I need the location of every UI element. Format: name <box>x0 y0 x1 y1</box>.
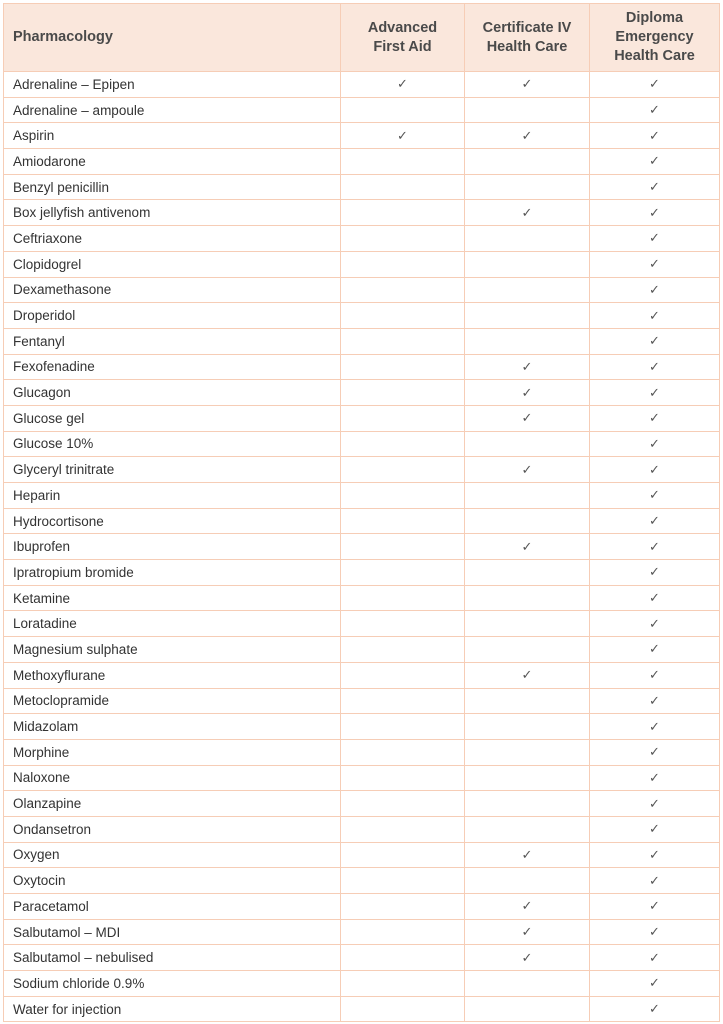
table-row <box>4 431 720 457</box>
table-row <box>4 534 720 560</box>
drug-name-cell: Fentanyl <box>4 328 341 354</box>
check-cell-cert-iv <box>465 226 590 252</box>
check-cell-cert-iv <box>465 714 590 740</box>
check-cell-diploma <box>590 226 720 252</box>
table-row <box>4 277 720 303</box>
check-cell-cert-iv <box>465 328 590 354</box>
check-cell-cert-iv <box>465 72 590 98</box>
drug-name-cell: Adrenaline – Epipen <box>4 72 341 98</box>
check-cell-first-aid <box>341 894 465 920</box>
drug-name-cell: Droperidol <box>4 303 341 329</box>
check-cell-diploma <box>590 919 720 945</box>
check-cell-diploma <box>590 765 720 791</box>
table-row <box>4 791 720 817</box>
table-row <box>4 919 720 945</box>
header-diploma <box>590 4 720 72</box>
table-row <box>4 637 720 663</box>
table-row <box>4 765 720 791</box>
check-icon: ✓ <box>397 76 408 92</box>
check-icon: ✓ <box>649 975 660 991</box>
header-diploma-line3: Health Care <box>614 48 695 64</box>
check-icon: ✓ <box>649 307 660 323</box>
check-icon: ✓ <box>521 538 533 554</box>
table-row <box>4 585 720 611</box>
check-cell-first-aid <box>341 611 465 637</box>
check-icon: ✓ <box>649 461 660 477</box>
check-cell-cert-iv <box>465 637 590 663</box>
check-cell-diploma <box>590 688 720 714</box>
check-icon: ✓ <box>397 127 408 143</box>
table-row <box>4 200 720 226</box>
drug-name-cell: Amiodarone <box>4 149 341 175</box>
check-cell-diploma <box>590 791 720 817</box>
table-row <box>4 868 720 894</box>
check-cell-first-aid <box>341 739 465 765</box>
table-row <box>4 739 720 765</box>
check-icon: ✓ <box>649 230 660 246</box>
check-icon: ✓ <box>649 564 660 580</box>
check-icon: ✓ <box>649 487 660 503</box>
check-cell-cert-iv <box>465 765 590 791</box>
check-cell-cert-iv <box>465 354 590 380</box>
check-cell-first-aid <box>341 303 465 329</box>
drug-name-cell: Dexamethasone <box>4 277 341 303</box>
check-cell-cert-iv <box>465 277 590 303</box>
header-certificate-iv <box>465 4 590 72</box>
check-cell-diploma <box>590 405 720 431</box>
drug-name-cell: Midazolam <box>4 714 341 740</box>
drug-name-cell: Magnesium sulphate <box>4 637 341 663</box>
drug-name-cell: Morphine <box>4 739 341 765</box>
check-cell-first-aid <box>341 149 465 175</box>
drug-name-cell: Salbutamol – MDI <box>4 919 341 945</box>
pharmacology-table <box>3 3 720 1022</box>
check-cell-first-aid <box>341 945 465 971</box>
check-cell-diploma <box>590 251 720 277</box>
check-cell-first-aid <box>341 174 465 200</box>
check-cell-diploma <box>590 816 720 842</box>
check-cell-cert-iv <box>465 303 590 329</box>
check-cell-first-aid <box>341 354 465 380</box>
table-row <box>4 380 720 406</box>
table-row <box>4 688 720 714</box>
drug-name-cell: Hydrocortisone <box>4 508 341 534</box>
check-cell-first-aid <box>341 919 465 945</box>
table-row <box>4 816 720 842</box>
table-row <box>4 72 720 98</box>
check-icon: ✓ <box>649 821 660 837</box>
check-icon: ✓ <box>649 538 660 554</box>
check-cell-first-aid <box>341 457 465 483</box>
table-row <box>4 226 720 252</box>
table-row <box>4 945 720 971</box>
check-cell-cert-iv <box>465 149 590 175</box>
check-cell-first-aid <box>341 508 465 534</box>
check-cell-first-aid <box>341 714 465 740</box>
check-cell-diploma <box>590 97 720 123</box>
drug-name-cell: Naloxone <box>4 765 341 791</box>
header-diploma-line1: Diploma <box>625 10 684 26</box>
header-row <box>4 4 720 72</box>
check-icon: ✓ <box>521 667 533 683</box>
check-icon: ✓ <box>649 667 660 683</box>
drug-name-cell: Salbutamol – nebulised <box>4 945 341 971</box>
check-cell-cert-iv <box>465 842 590 868</box>
header-advanced-first-aid-line2: First Aid <box>373 38 432 55</box>
drug-name-cell: Benzyl penicillin <box>4 174 341 200</box>
header-certificate-iv-line2: Health Care <box>486 38 568 55</box>
check-cell-diploma <box>590 303 720 329</box>
check-icon: ✓ <box>649 384 660 400</box>
check-icon: ✓ <box>649 590 660 606</box>
check-cell-cert-iv <box>465 380 590 406</box>
table-row <box>4 714 720 740</box>
check-cell-cert-iv <box>465 200 590 226</box>
drug-name-cell: Water for injection <box>4 996 341 1022</box>
drug-name-cell: Glucose gel <box>4 405 341 431</box>
drug-name-cell: Oxygen <box>4 842 341 868</box>
check-cell-diploma <box>590 996 720 1022</box>
check-icon: ✓ <box>649 153 660 169</box>
table-row <box>4 174 720 200</box>
check-icon: ✓ <box>521 384 533 400</box>
check-icon: ✓ <box>649 204 660 220</box>
table-row <box>4 354 720 380</box>
check-cell-cert-iv <box>465 431 590 457</box>
check-cell-diploma <box>590 637 720 663</box>
check-cell-cert-iv <box>465 791 590 817</box>
check-cell-first-aid <box>341 251 465 277</box>
check-cell-diploma <box>590 508 720 534</box>
check-cell-diploma <box>590 611 720 637</box>
check-icon: ✓ <box>649 744 660 760</box>
table-row <box>4 328 720 354</box>
drug-name-cell: Ceftriaxone <box>4 226 341 252</box>
check-icon: ✓ <box>649 795 660 811</box>
check-cell-diploma <box>590 662 720 688</box>
check-cell-diploma <box>590 174 720 200</box>
check-icon: ✓ <box>521 204 533 220</box>
check-cell-diploma <box>590 560 720 586</box>
table-row <box>4 97 720 123</box>
check-icon: ✓ <box>649 924 660 940</box>
table-row <box>4 405 720 431</box>
check-icon: ✓ <box>649 435 660 451</box>
table-row <box>4 123 720 149</box>
check-cell-diploma <box>590 868 720 894</box>
check-cell-first-aid <box>341 637 465 663</box>
check-cell-diploma <box>590 72 720 98</box>
drug-name-cell: Ondansetron <box>4 816 341 842</box>
check-icon: ✓ <box>649 102 660 118</box>
drug-name-cell: Heparin <box>4 483 341 509</box>
table-row <box>4 483 720 509</box>
check-cell-first-aid <box>341 226 465 252</box>
check-cell-cert-iv <box>465 971 590 997</box>
check-cell-first-aid <box>341 380 465 406</box>
check-cell-first-aid <box>341 971 465 997</box>
drug-name-cell: Olanzapine <box>4 791 341 817</box>
header-diploma-line2: Emergency <box>615 29 694 45</box>
drug-name-cell: Clopidogrel <box>4 251 341 277</box>
check-icon: ✓ <box>649 846 660 862</box>
check-cell-cert-iv <box>465 123 590 149</box>
check-icon: ✓ <box>521 846 533 862</box>
check-cell-first-aid <box>341 560 465 586</box>
header-certificate-iv-line1: Certificate IV <box>482 19 572 36</box>
table-body <box>4 72 720 1022</box>
drug-name-cell: Adrenaline – ampoule <box>4 97 341 123</box>
check-cell-diploma <box>590 842 720 868</box>
check-icon: ✓ <box>649 949 660 965</box>
table-row <box>4 611 720 637</box>
table-header <box>4 4 720 72</box>
check-cell-cert-iv <box>465 688 590 714</box>
check-cell-cert-iv <box>465 97 590 123</box>
table-row <box>4 251 720 277</box>
check-cell-cert-iv <box>465 585 590 611</box>
check-icon: ✓ <box>521 76 533 92</box>
check-icon: ✓ <box>649 1001 660 1017</box>
check-icon: ✓ <box>649 127 660 143</box>
check-cell-first-aid <box>341 534 465 560</box>
check-cell-cert-iv <box>465 174 590 200</box>
check-icon: ✓ <box>521 410 533 426</box>
check-icon: ✓ <box>649 872 660 888</box>
check-cell-first-aid <box>341 72 465 98</box>
check-cell-cert-iv <box>465 251 590 277</box>
table-row <box>4 996 720 1022</box>
check-cell-diploma <box>590 894 720 920</box>
check-icon: ✓ <box>649 718 660 734</box>
check-cell-first-aid <box>341 662 465 688</box>
check-cell-diploma <box>590 123 720 149</box>
check-cell-first-aid <box>341 868 465 894</box>
check-cell-cert-iv <box>465 405 590 431</box>
check-cell-diploma <box>590 971 720 997</box>
check-icon: ✓ <box>649 179 660 195</box>
check-cell-cert-iv <box>465 560 590 586</box>
drug-name-cell: Ipratropium bromide <box>4 560 341 586</box>
drug-name-cell: Glyceryl trinitrate <box>4 457 341 483</box>
check-icon: ✓ <box>649 615 660 631</box>
check-cell-cert-iv <box>465 894 590 920</box>
drug-name-cell: Paracetamol <box>4 894 341 920</box>
check-icon: ✓ <box>649 333 660 349</box>
check-cell-first-aid <box>341 816 465 842</box>
check-cell-first-aid <box>341 97 465 123</box>
table-row <box>4 457 720 483</box>
check-cell-cert-iv <box>465 739 590 765</box>
check-cell-first-aid <box>341 765 465 791</box>
check-cell-cert-iv <box>465 508 590 534</box>
drug-name-cell: Box jellyfish antivenom <box>4 200 341 226</box>
check-cell-diploma <box>590 457 720 483</box>
table-row <box>4 842 720 868</box>
check-icon: ✓ <box>649 513 660 529</box>
check-cell-diploma <box>590 534 720 560</box>
check-cell-cert-iv <box>465 483 590 509</box>
header-advanced-first-aid-line1: Advanced <box>367 19 438 36</box>
check-icon: ✓ <box>649 898 660 914</box>
check-cell-diploma <box>590 328 720 354</box>
check-cell-first-aid <box>341 585 465 611</box>
check-cell-cert-iv <box>465 534 590 560</box>
check-icon: ✓ <box>649 641 660 657</box>
check-icon: ✓ <box>649 256 660 272</box>
check-cell-first-aid <box>341 996 465 1022</box>
check-cell-diploma <box>590 354 720 380</box>
drug-name-cell: Loratadine <box>4 611 341 637</box>
header-advanced-first-aid <box>341 4 465 72</box>
table-row <box>4 303 720 329</box>
drug-name-cell: Metoclopramide <box>4 688 341 714</box>
check-cell-first-aid <box>341 431 465 457</box>
drug-name-cell: Oxytocin <box>4 868 341 894</box>
table-row <box>4 508 720 534</box>
drug-name-cell: Glucose 10% <box>4 431 341 457</box>
table-row <box>4 894 720 920</box>
check-icon: ✓ <box>521 127 533 143</box>
check-cell-diploma <box>590 200 720 226</box>
drug-name-cell: Ibuprofen <box>4 534 341 560</box>
check-icon: ✓ <box>521 461 533 477</box>
check-cell-diploma <box>590 585 720 611</box>
table-row <box>4 971 720 997</box>
check-icon: ✓ <box>649 76 660 92</box>
check-cell-diploma <box>590 380 720 406</box>
drug-name-cell: Fexofenadine <box>4 354 341 380</box>
check-cell-cert-iv <box>465 919 590 945</box>
header-pharmacology: Pharmacology <box>4 4 341 72</box>
table-row <box>4 149 720 175</box>
drug-name-cell: Sodium chloride 0.9% <box>4 971 341 997</box>
check-cell-cert-iv <box>465 457 590 483</box>
table-row <box>4 662 720 688</box>
check-cell-cert-iv <box>465 816 590 842</box>
check-cell-cert-iv <box>465 868 590 894</box>
drug-name-cell: Aspirin <box>4 123 341 149</box>
check-icon: ✓ <box>649 281 660 297</box>
check-icon: ✓ <box>649 358 660 374</box>
check-cell-diploma <box>590 714 720 740</box>
check-cell-cert-iv <box>465 662 590 688</box>
check-cell-first-aid <box>341 328 465 354</box>
check-icon: ✓ <box>521 358 533 374</box>
check-cell-cert-iv <box>465 945 590 971</box>
check-cell-first-aid <box>341 200 465 226</box>
check-icon: ✓ <box>649 410 660 426</box>
check-cell-first-aid <box>341 277 465 303</box>
drug-name-cell: Methoxyflurane <box>4 662 341 688</box>
check-cell-diploma <box>590 739 720 765</box>
check-cell-first-aid <box>341 123 465 149</box>
check-cell-first-aid <box>341 791 465 817</box>
check-cell-first-aid <box>341 405 465 431</box>
check-cell-diploma <box>590 431 720 457</box>
check-cell-diploma <box>590 149 720 175</box>
check-icon: ✓ <box>521 924 533 940</box>
check-icon: ✓ <box>649 769 660 785</box>
drug-name-cell: Glucagon <box>4 380 341 406</box>
check-cell-diploma <box>590 277 720 303</box>
check-cell-cert-iv <box>465 996 590 1022</box>
check-icon: ✓ <box>521 898 533 914</box>
check-cell-first-aid <box>341 842 465 868</box>
check-icon: ✓ <box>521 949 533 965</box>
check-cell-first-aid <box>341 688 465 714</box>
check-cell-diploma <box>590 483 720 509</box>
check-cell-diploma <box>590 945 720 971</box>
check-icon: ✓ <box>649 692 660 708</box>
drug-name-cell: Ketamine <box>4 585 341 611</box>
table-row <box>4 560 720 586</box>
check-cell-first-aid <box>341 483 465 509</box>
check-cell-cert-iv <box>465 611 590 637</box>
